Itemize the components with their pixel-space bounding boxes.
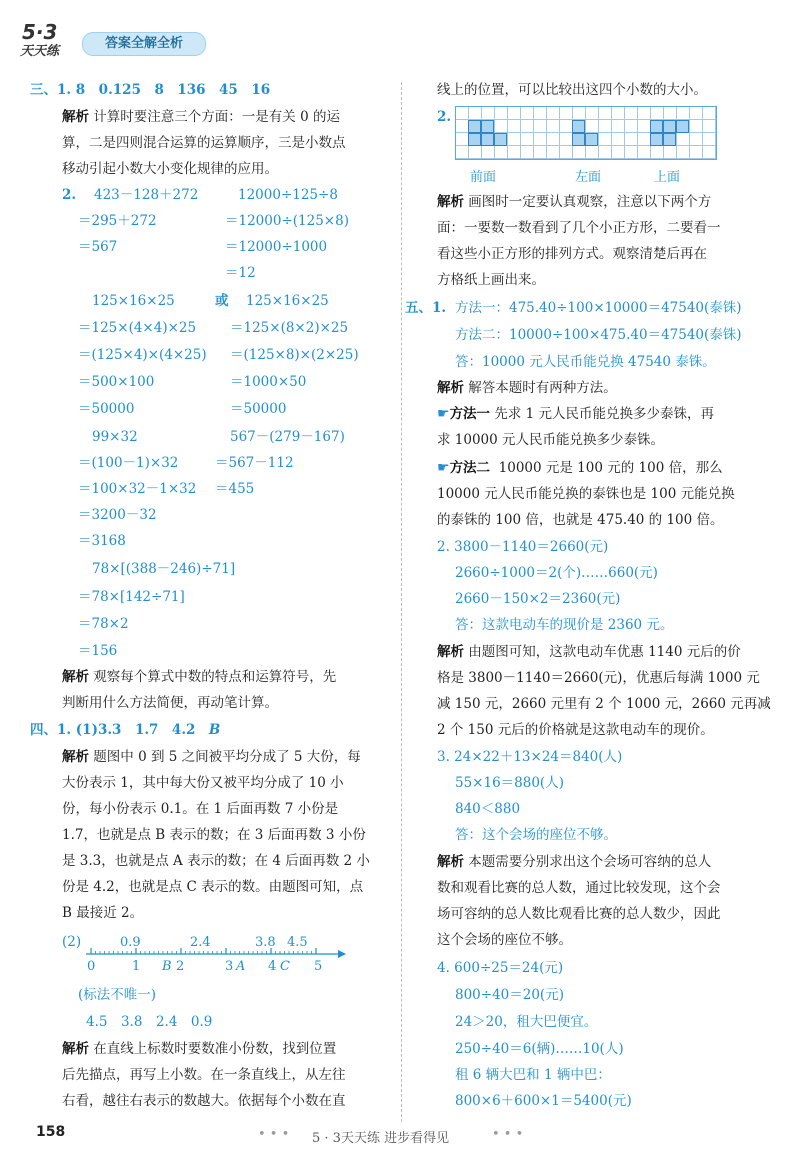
footer-dots-left: • • • (258, 1127, 290, 1142)
calc-d-line4: ＝1000×50 (230, 374, 307, 390)
s4-analysis-line4: 1.7，也就是点 B 表示的数；在 3 后面再数 3 小份 (62, 827, 366, 843)
nl-bottom-label: 0 (87, 959, 96, 974)
nl-bottom-label: 2 (176, 959, 185, 974)
s4-analysis2-line2: 后先描点，再写上小数。在一条直线上，从左往 (62, 1067, 346, 1083)
nl-top-label: 4.5 (287, 935, 308, 950)
number-line-values: 4.5 3.8 2.4 0.9 (86, 1014, 213, 1030)
logo-text: 天天练 (20, 44, 60, 59)
calc-b-line2: ＝12000÷(125×8) (225, 213, 349, 229)
nl-bottom-label: 1 (132, 959, 141, 974)
q52-line3: 2660－150×2＝2360(元) (455, 591, 621, 607)
r-q2-analysis-line4: 方格纸上画出来。 (437, 272, 545, 288)
number-line-top-labels (120, 935, 308, 950)
q53-line1: 3. 24×22＋13×24＝840(人) (437, 749, 623, 765)
or-label: 或 (215, 293, 229, 309)
q2-analysis-line1: 解析 观察每个算式中数的特点和运算符号，先 (62, 669, 337, 685)
calc-d-line3: ＝(125×8)×(2×25) (230, 347, 359, 363)
q52-analysis-line3: 减 150 元，2660 元里有 2 个 1000 元，2660 元再减 (437, 696, 771, 712)
calc-a-line3: ＝567 (78, 239, 118, 255)
nl-bottom-label: 5 (314, 959, 323, 974)
q53-analysis-line1: 解析 本题需要分别求出这个会场可容纳的总人 (437, 854, 712, 870)
s4-q1-answer: 四、1. (1)3.3 1.7 4.2 B (30, 722, 221, 738)
q54-line4: 250÷40＝6(辆)……10(人) (455, 1041, 624, 1057)
calc-e-line1: 99×32 (92, 429, 138, 445)
calc-b-line1: 12000÷125÷8 (238, 187, 338, 203)
q53-analysis-line2: 数和观看比赛的总人数，通过比较发现，这个会 (437, 880, 721, 896)
calc-e-line3: ＝100×32－1×32 (78, 481, 197, 497)
q52-analysis-line1: 解析 由题图可知，这款电动车优惠 1140 元后的价 (437, 644, 741, 660)
footer-slogan: 5 · 3天天练 进步看得见 (312, 1131, 450, 1146)
q54-line3: 24＞20，租大巴便宜。 (455, 1014, 598, 1030)
nl-bottom-label: 3 (225, 959, 234, 974)
calc-f-line2: ＝567－112 (215, 455, 294, 471)
calc-e-line5: ＝3168 (78, 533, 126, 549)
logo-number: 5·3 (22, 20, 58, 44)
method1-line1: ☛方法一 先求 1 元人民币能兑换多少泰铢，再 (437, 406, 715, 422)
s4-analysis-line6: 份是 4.2，也就是点 C 表示的数。由题图可知，点 (62, 879, 364, 895)
s4-analysis-line1: 解析 题图中 0 到 5 之间被平均分成了 5 大份，每 (62, 749, 361, 765)
s3-analysis-line2: 算，二是四则混合运算的运算顺序，三是小数点 (62, 135, 346, 151)
number-line (0, 926, 400, 986)
header-tag: 答案全解全析 (82, 32, 206, 56)
calc-g-line3: ＝78×2 (78, 616, 129, 632)
s3-analysis-line3: 移动引起小数大小变化规律的应用。 (62, 161, 278, 177)
view-label-front: 前面 (470, 170, 497, 185)
brand-logo (18, 22, 76, 62)
nl-top-label: 2.4 (190, 935, 211, 950)
q52-analysis-line2: 格是 3800－1140＝2660(元)，优惠后每满 1000 元 (437, 670, 760, 686)
method2-line3: 的泰铢的 100 倍，也就是 475.40 的 100 倍。 (437, 512, 724, 528)
s4-analysis2-line3: 右看，越往右表示的数越大。依据每个小数在直 (62, 1093, 346, 1109)
s4-analysis-line3: 份，每小份表示 0.1。在 1 后面再数 7 小份是 (62, 801, 339, 817)
s4-analysis2-line1: 解析 在直线上标数时要数准小份数，找到位置 (62, 1041, 337, 1057)
view-label-left: 左面 (575, 170, 602, 185)
calc-c-line5: ＝50000 (78, 401, 135, 417)
number-line-arrow (338, 950, 346, 958)
calc-c-line4: ＝500×100 (78, 374, 155, 390)
footer-dots-right: • • • (492, 1127, 524, 1142)
calc-d-line1: 125×16×25 (246, 293, 329, 309)
calc-c-line3: ＝(125×4)×(4×25) (78, 347, 207, 363)
calc-d-line2: ＝125×(8×2)×25 (230, 320, 349, 336)
s4-analysis-line2: 大份表示 1，其中每大份又被平均分成了 10 小 (62, 775, 344, 791)
q53-line3: 840＜880 (455, 801, 521, 817)
view-label-top: 上面 (654, 170, 681, 185)
calc-b-line3: ＝12000÷1000 (225, 239, 328, 255)
method2-line2: 10000 元人民币能兑换的泰铢也是 100 元能兑换 (437, 486, 735, 502)
s3-q1-answer: 三、1. 8 0.125 8 136 45 16 (30, 82, 271, 98)
hand-pointer-icon: ☛ (437, 460, 450, 476)
calc-e-line4: ＝3200－32 (78, 507, 157, 523)
view-grid (455, 106, 717, 160)
number-line-part: (2) (62, 934, 82, 950)
s5-heading: 五、1. (405, 300, 447, 316)
r-q2-analysis-line1: 解析 画图时一定要认真观察，注意以下两个方 (437, 194, 712, 210)
nl-top-label: 0.9 (120, 935, 141, 950)
calc-g-line4: ＝156 (78, 643, 118, 659)
s5-method2: 方法二：10000÷100×475.40＝47540(泰铢) (455, 327, 742, 343)
nl-top-label: 3.8 (255, 935, 276, 950)
q53-analysis-line4: 这个会场的座位不够。 (437, 932, 572, 948)
nl-bottom-label: 4 (268, 959, 277, 974)
q52-answer: 答：这款电动车的现价是 2360 元。 (455, 617, 674, 633)
q2-number: 2. (62, 187, 77, 203)
r-q2-analysis-line2: 面：一要数一数看到了几个小正方形，二要看一 (437, 220, 721, 236)
q54-line6: 800×6＋600×1＝5400(元) (455, 1093, 632, 1109)
s3-analysis-line1: 解析 计算时要注意三个方面：一是有关 0 的运 (62, 109, 340, 125)
hand-pointer-icon: ☛ (437, 406, 450, 422)
calc-g-line1: 78×[(388－246)÷71] (92, 561, 236, 577)
calc-g-line2: ＝78×[142÷71] (78, 589, 185, 605)
s4-analysis-line5: 是 3.3，也就是点 A 表示的数；在 4 后面再数 2 小 (62, 853, 370, 869)
calc-c-line1: 125×16×25 (92, 293, 175, 309)
s5-method1: 方法一：475.40÷100×10000＝47540(泰铢) (455, 300, 742, 316)
nl-bottom-label: C (280, 959, 290, 974)
calc-a-line1: 423－128＋272 (94, 187, 199, 203)
q53-answer: 答：这个会场的座位不够。 (455, 827, 617, 843)
q53-line2: 55×16＝880(人) (455, 775, 564, 791)
nl-bottom-label: A (236, 959, 246, 974)
column-divider (401, 82, 402, 1122)
q54-line1: 4. 600÷25＝24(元) (437, 960, 564, 976)
calc-f-line1: 567－(279－167) (230, 429, 345, 445)
calc-c-line2: ＝125×(4×4)×25 (78, 320, 197, 336)
r-q2-analysis-line3: 看这些小正方形的排列方式。观察清楚后再在 (437, 246, 707, 262)
nl-bottom-label: B (162, 959, 172, 974)
q52-analysis-line4: 2 个 150 元后的价格就是这款电动车的现价。 (437, 722, 714, 738)
number-line-note: (标法不唯一) (78, 987, 157, 1003)
q54-line5: 租 6 辆大巴和 1 辆中巴： (455, 1067, 611, 1083)
method2-line1: ☛方法二 10000 元是 100 元的 100 倍，那么 (437, 460, 723, 476)
calc-a-line2: ＝295＋272 (78, 213, 157, 229)
q54-line2: 800÷40＝20(元) (455, 987, 564, 1003)
r-continue-line: 线上的位置，可以比较出这四个小数的大小。 (437, 82, 707, 98)
calc-e-line2: ＝(100－1)×32 (78, 455, 179, 471)
s4-analysis-line7: B 最接近 2。 (62, 905, 144, 921)
calc-f-line3: ＝455 (215, 481, 255, 497)
calc-b-line4: ＝12 (225, 265, 256, 281)
q53-analysis-line3: 场可容纳的总人数比观看比赛的总人数少，因此 (437, 906, 721, 922)
q52-line2: 2660÷1000＝2(个)……660(元) (455, 565, 658, 581)
s5-answer: 答：10000 元人民币能兑换 47540 泰铢。 (455, 354, 716, 370)
number-line-bottom-labels (87, 959, 322, 974)
q52-line1: 2. 3800－1140＝2660(元) (437, 539, 609, 555)
page-number: 158 (36, 1124, 66, 1140)
r-q2-number: 2. (437, 109, 452, 125)
method1-line2: 求 10000 元人民币能兑换多少泰铢。 (437, 432, 665, 448)
calc-d-line5: ＝50000 (230, 401, 287, 417)
s5-analysis-line1: 解析 解答本题时有两种方法。 (437, 380, 617, 396)
q2-analysis-line2: 判断用什么方法简便，再动笔计算。 (62, 695, 278, 711)
